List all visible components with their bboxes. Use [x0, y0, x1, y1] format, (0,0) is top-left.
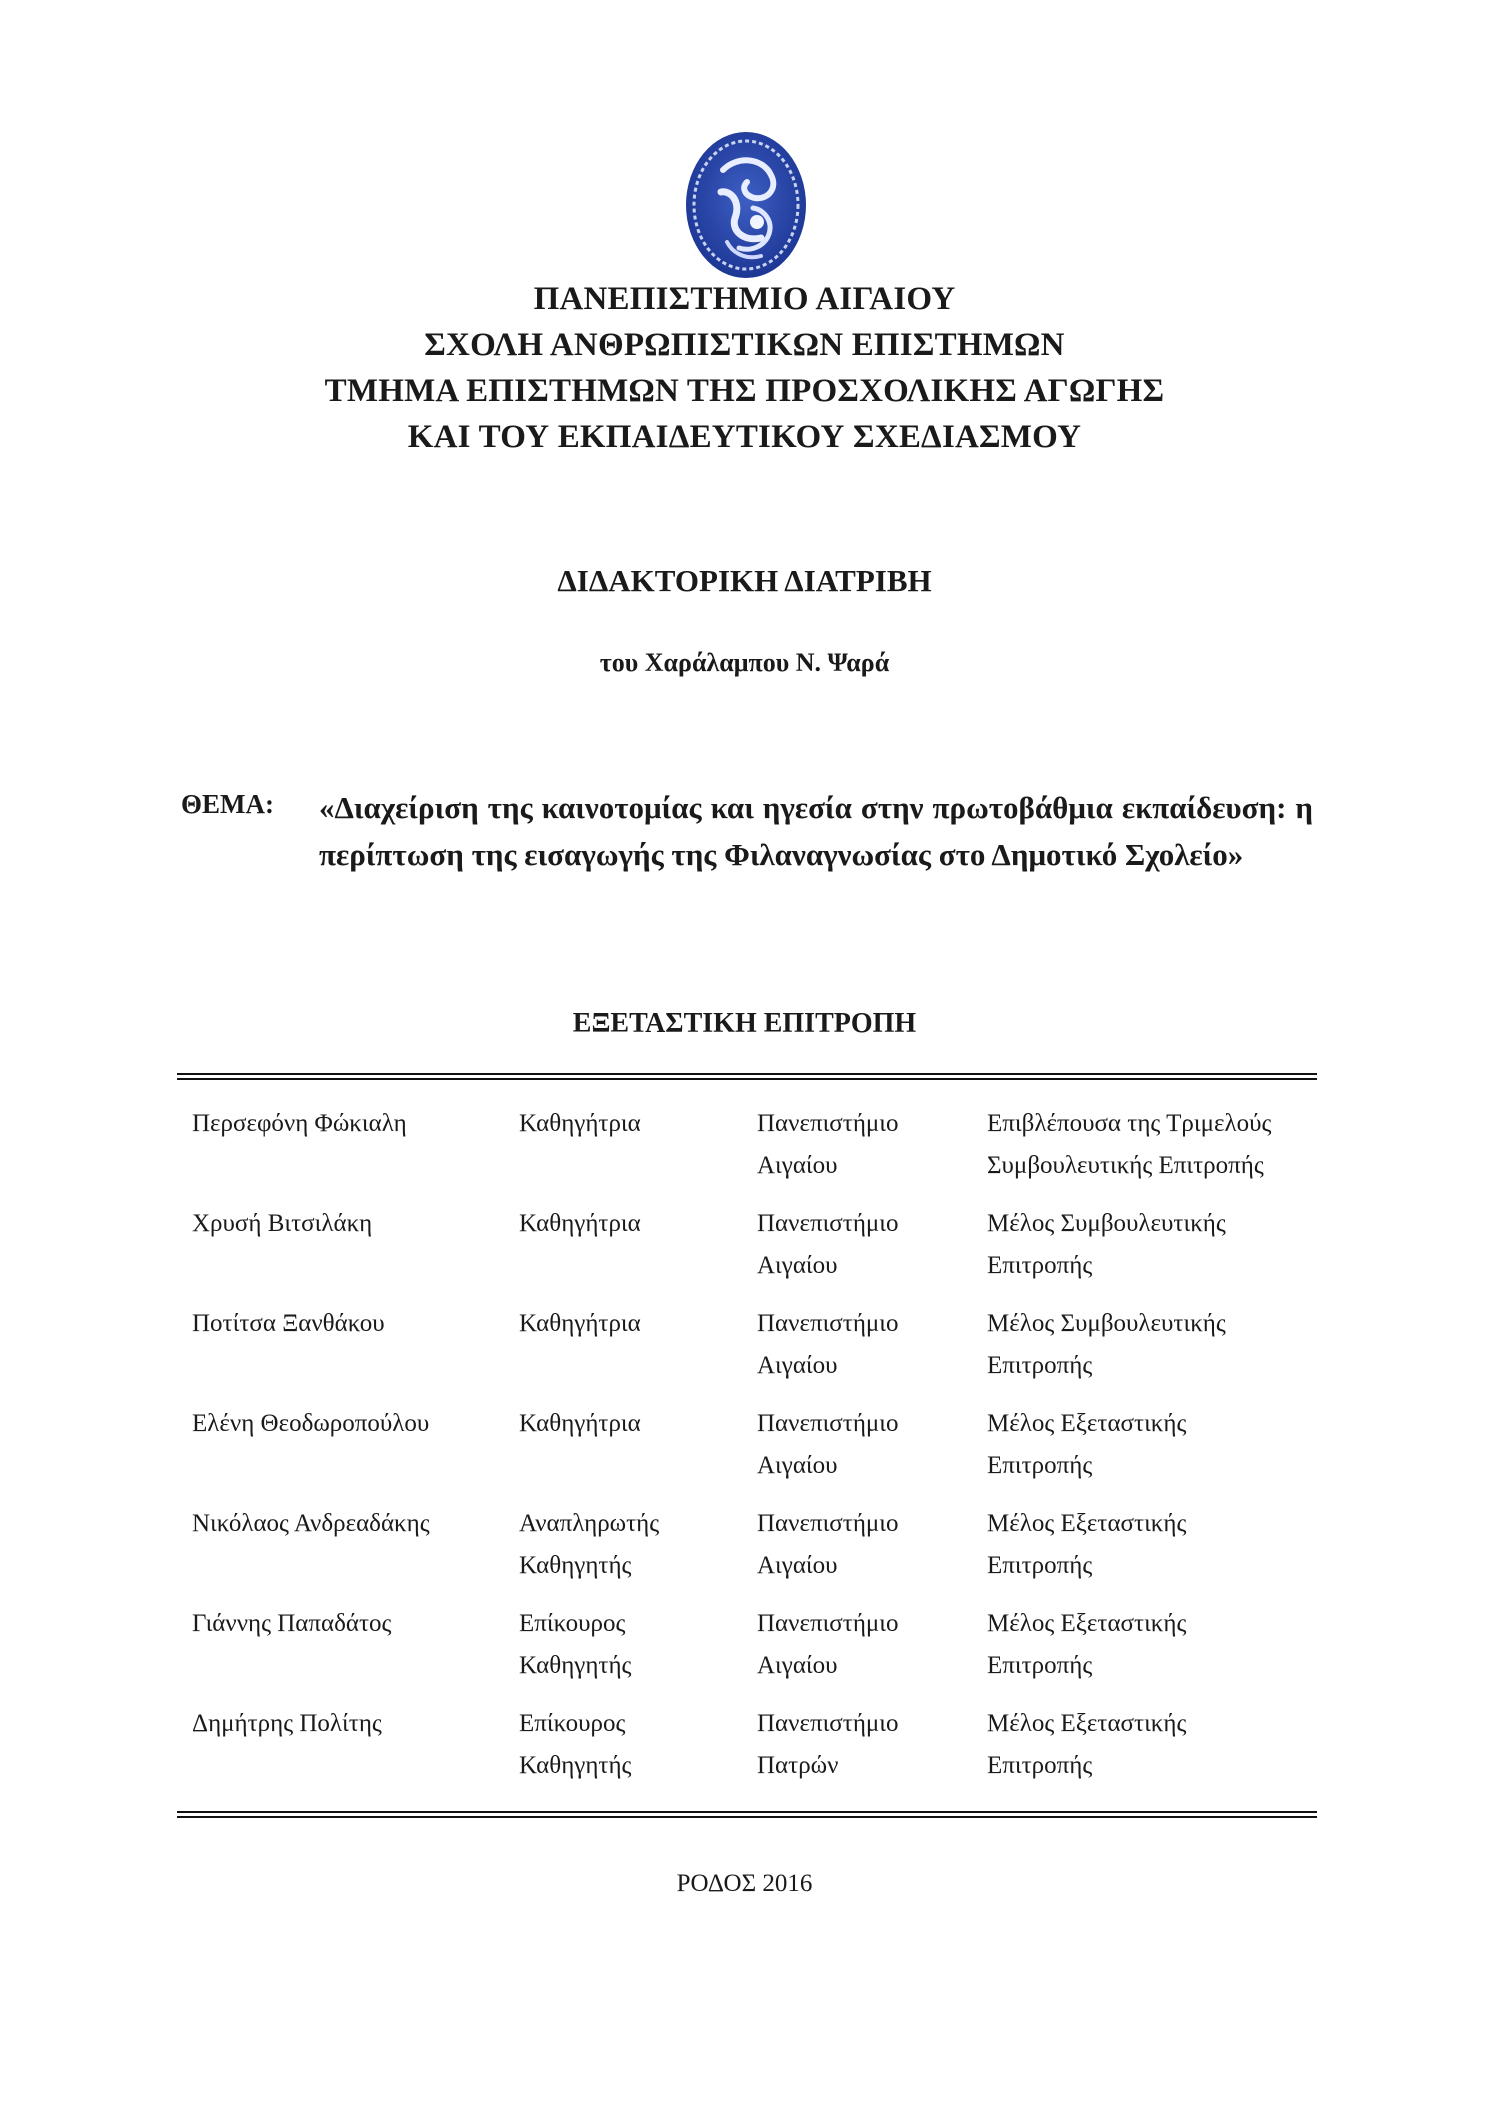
member-role-line: Επιβλέπουσα της Τριμελούς	[987, 1110, 1272, 1137]
member-rank	[519, 1203, 757, 1287]
member-role	[987, 1103, 1317, 1187]
member-role	[987, 1203, 1317, 1287]
member-name-line: Γιάννης Παπαδάτος	[192, 1610, 392, 1637]
table-top-rule	[177, 1073, 1317, 1080]
member-name-line: Περσεφόνη Φώκιαλη	[192, 1110, 407, 1137]
member-institution-line: Αιγαίου	[757, 1152, 838, 1179]
member-institution	[757, 1603, 987, 1687]
table-bottom-rule	[177, 1811, 1317, 1818]
member-rank-line: Καθηγήτρια	[519, 1110, 641, 1137]
member-name	[192, 1503, 519, 1587]
member-role	[987, 1603, 1317, 1687]
member-institution-line: Πανεπιστήμιο	[757, 1210, 899, 1237]
committee-row	[192, 1203, 1317, 1287]
member-rank	[519, 1403, 757, 1487]
member-institution	[757, 1303, 987, 1387]
member-institution-line: Αιγαίου	[757, 1252, 838, 1279]
member-name	[192, 1103, 519, 1187]
member-rank	[519, 1103, 757, 1187]
member-role-line: Επιτροπής	[987, 1552, 1093, 1579]
school-name: ΣΧΟΛΗ ΑΝΘΡΩΠΙΣΤΙΚΩΝ ΕΠΙΣΤΗΜΩΝ	[424, 327, 1065, 363]
committee-title: ΕΞΕΤΑΣΤΙΚΗ ΕΠΙΤΡΟΠΗ	[572, 1008, 917, 1039]
member-rank-line: Αναπληρωτής	[519, 1510, 660, 1537]
member-rank	[519, 1303, 757, 1387]
member-rank	[519, 1603, 757, 1687]
committee-row	[192, 1703, 1317, 1787]
member-role-line: Συμβουλευτικής Επιτροπής	[987, 1152, 1264, 1179]
member-institution-line: Αιγαίου	[757, 1452, 838, 1479]
member-name	[192, 1303, 519, 1387]
member-rank-line: Καθηγητής	[519, 1752, 632, 1779]
member-role-line: Μέλος Εξεταστικής	[987, 1510, 1187, 1537]
member-rank-line: Επίκουρος	[519, 1710, 626, 1737]
member-institution	[757, 1703, 987, 1787]
university-header	[0, 276, 1489, 460]
member-role-line: Μέλος Συμβουλευτικής	[987, 1210, 1226, 1237]
member-name-line: Χρυσή Βιτσιλάκη	[192, 1210, 373, 1237]
author-line: του Χαράλαμπου Ν. Ψαρά	[599, 648, 890, 677]
committee-row	[192, 1603, 1317, 1687]
member-role-line: Μέλος Εξεταστικής	[987, 1710, 1187, 1737]
member-role-line: Επιτροπής	[987, 1252, 1093, 1279]
member-rank-line: Επίκουρος	[519, 1610, 626, 1637]
member-role-line: Επιτροπής	[987, 1352, 1093, 1379]
member-institution-line: Αιγαίου	[757, 1552, 838, 1579]
member-name	[192, 1703, 519, 1787]
university-name: ΠΑΝΕΠΙΣΤΗΜΙΟ ΑΙΓΑΙΟΥ	[533, 281, 956, 317]
member-name-line: Ελένη Θεοδωροπούλου	[192, 1410, 430, 1437]
member-role-line: Επιτροπής	[987, 1752, 1093, 1779]
member-institution-line: Αιγαίου	[757, 1652, 838, 1679]
member-institution	[757, 1403, 987, 1487]
member-role-line: Μέλος Συμβουλευτικής	[987, 1310, 1226, 1337]
member-name-line: Δημήτρης Πολίτης	[192, 1710, 382, 1737]
member-institution-line: Πανεπιστήμιο	[757, 1410, 899, 1437]
member-rank-line: Καθηγητής	[519, 1552, 632, 1579]
member-institution	[757, 1503, 987, 1587]
member-rank-line: Καθηγήτρια	[519, 1410, 641, 1437]
university-seal-icon	[683, 130, 809, 280]
member-rank	[519, 1703, 757, 1787]
member-role-line: Μέλος Εξεταστικής	[987, 1410, 1187, 1437]
department-name-line-1: ΤΜΗΜΑ ΕΠΙΣΤΗΜΩΝ ΤΗΣ ΠΡΟΣΧΟΛΙΚΗΣ ΑΓΩΓΗΣ	[324, 373, 1165, 409]
member-role-line: Μέλος Εξεταστικής	[987, 1610, 1187, 1637]
committee-table	[192, 1103, 1317, 1803]
member-institution-line: Πανεπιστήμιο	[757, 1110, 899, 1137]
member-institution-line: Πανεπιστήμιο	[757, 1710, 899, 1737]
topic-text: «Διαχείριση της καινοτομίας και ηγεσία στην πρωτοβάθμια εκπαίδευση: η περίπτωση της εισαγωγής της Φιλαναγνωσίας στο Δημοτικό Σχολείο»	[319, 790, 1313, 872]
committee-row	[192, 1503, 1317, 1587]
member-institution-line: Πανεπιστήμιο	[757, 1310, 899, 1337]
member-institution-line: Αιγαίου	[757, 1352, 838, 1379]
member-rank	[519, 1503, 757, 1587]
member-role	[987, 1303, 1317, 1387]
member-name	[192, 1203, 519, 1287]
member-role	[987, 1503, 1317, 1587]
place-year: ΡΟΔΟΣ 2016	[676, 1870, 813, 1897]
member-rank-line: Καθηγητής	[519, 1652, 632, 1679]
member-institution	[757, 1103, 987, 1187]
member-name-line: Ποτίτσα Ξανθάκου	[192, 1310, 385, 1337]
member-role-line: Επιτροπής	[987, 1652, 1093, 1679]
member-institution-line: Πατρών	[757, 1752, 839, 1779]
member-institution-line: Πανεπιστήμιο	[757, 1610, 899, 1637]
committee-row	[192, 1103, 1317, 1187]
member-role	[987, 1703, 1317, 1787]
committee-row	[192, 1303, 1317, 1387]
member-institution-line: Πανεπιστήμιο	[757, 1510, 899, 1537]
member-role	[987, 1403, 1317, 1487]
member-rank-line: Καθηγήτρια	[519, 1310, 641, 1337]
thesis-type: ΔΙΔΑΚΤΟΡΙΚΗ ΔΙΑΤΡΙΒΗ	[557, 563, 932, 598]
member-rank-line: Καθηγήτρια	[519, 1210, 641, 1237]
member-name	[192, 1403, 519, 1487]
topic-label: ΘΕΜΑ:	[181, 789, 274, 819]
member-name-line: Νικόλαος Ανδρεαδάκης	[192, 1510, 430, 1537]
department-name-line-2: ΚΑΙ ΤΟΥ ΕΚΠΑΙΔΕΥΤΙΚΟΥ ΣΧΕΔΙΑΣΜΟΥ	[407, 419, 1082, 455]
committee-row	[192, 1403, 1317, 1487]
member-role-line: Επιτροπής	[987, 1452, 1093, 1479]
member-institution	[757, 1203, 987, 1287]
member-name	[192, 1603, 519, 1687]
